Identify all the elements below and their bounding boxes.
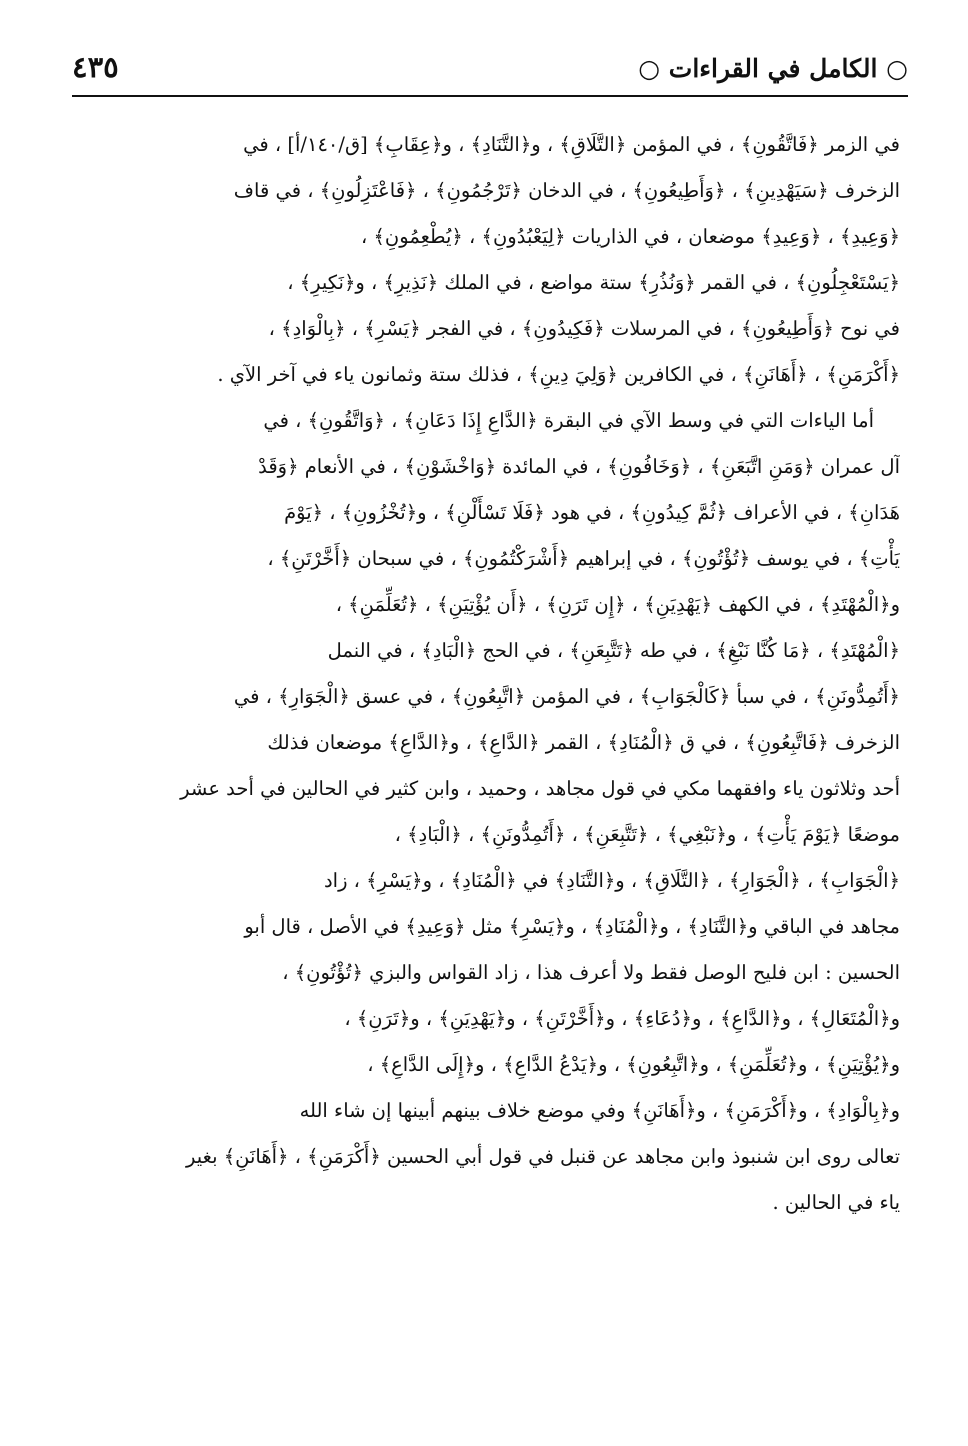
text-line: في نوح ﴿وَأَطِيعُونِ﴾ ، في المرسلات ﴿فَكِيدُونِ﴾ ، في الفجر ﴿يَسْرِ﴾ ، ﴿بِالْوَادِ﴾ ، <box>268 317 900 340</box>
page-number: ٤٣٥ <box>72 50 119 84</box>
text-line: الزخرف ﴿سَيَهْدِينِ﴾ ، ﴿وَأَطِيعُونِ﴾ ، في الدخان ﴿تَرْجُمُونِ﴾ ، ﴿فَاعْتَزِلُونِ﴾ ، في قاف <box>233 179 900 202</box>
text-line: ﴿وَعِيدِ﴾ ، ﴿وَعِيدِ﴾ موضعان ، في الذاريات ﴿لِيَعْبُدُونِ﴾ ، ﴿يُطْعِمُونِ﴾ ، <box>361 225 900 248</box>
text-line: أحد وثلاثون ياء وافقهما مكي في قول مجاهد ، وحميد ، وابن كثير في الحالين في أحد عشر <box>180 777 900 800</box>
text-line: موضعًا ﴿يَوْمَ يَأْتِ﴾ ، و﴿نَبْغِي﴾ ، ﴿تَتَّبِعَنِ﴾ ، ﴿أَتُمِدُّونَنِ﴾ ، ﴿الْبَادِ﴾ ، <box>394 823 900 846</box>
text-line: ﴿يَسْتَعْجِلُونِ﴾ ، في القمر ﴿وَنُذُرِ﴾ ستة مواضع ، في الملك ﴿نَذِيرِ﴾ ، و﴿نَكِيرِ﴾ ، <box>287 271 900 294</box>
text-line: الحسين : ابن فليح الوصل فقط ولا أعرف هذا ، زاد القواس والبزي ﴿تُؤْتُونِ﴾ ، <box>282 961 900 984</box>
text-line: و﴿بِالْوَادِ﴾ ، و﴿أَكْرَمَنِ﴾ ، و﴿أَهَانَنِ﴾ وفي موضع خلاف بينهم أبينها إن شاء الله <box>299 1099 900 1122</box>
text-line: و﴿الْمُتَعَالِ﴾ ، و﴿الدَّاعِ﴾ ، و﴿دُعَاءِ﴾ ، و﴿أَخَّرْتَنِ﴾ ، و﴿يَهْدِيَنِ﴾ ، و﴿تَرَنِ﴾ ، <box>344 1007 900 1030</box>
text-line: ياء في الحالين . <box>772 1191 900 1214</box>
text-line: يَأْتِ﴾ ، في يوسف ﴿تُؤْتُونِ﴾ ، في إبراهيم ﴿أَشْرَكْتُمُونِ﴾ ، في سبحان ﴿أَخَّرْتَنِ﴾ ، <box>267 547 900 570</box>
text-line: ﴿أَتُمِدُّونَنِ﴾ ، في سبأ ﴿كَالْجَوَابِ﴾ ، في المؤمن ﴿اتَّبِعُونِ﴾ ، في عسق ﴿الْجَوَارِ﴾ ، في <box>233 685 900 708</box>
text-line: تعالى روى ابن شنبوذ وابن مجاهد عن قنبل في قول أبي الحسين ﴿أَكْرَمَنِ﴾ ، ﴿أَهَانَنِ﴾ بغير <box>186 1145 900 1168</box>
text-line: و﴿الْمُهْتَدِ﴾ ، في الكهف ﴿يَهْدِيَنِ﴾ ، ﴿إِن تَرَنِ﴾ ، ﴿أَن يُؤْتِيَنِ﴾ ، ﴿تُعَلِّمَنِ﴾ ، <box>335 593 900 616</box>
page-header <box>72 46 908 94</box>
text-line: هَدَانِ﴾ ، في الأعراف ﴿ثُمَّ كِيدُونِ﴾ ، في هود ﴿فَلَا تَسْأَلْنِ﴾ ، و﴿تُخْزُونِ﴾ ، ﴿يَوْمَ <box>284 501 900 524</box>
text-line: و﴿يُؤْتِيَنِ﴾ ، و﴿تُعَلِّمَنِ﴾ ، و﴿اتَّبِعُونِ﴾ ، و﴿يَدْعُ الدَّاعِ﴾ ، و﴿إِلَى الدَّاعِ﴾ ، <box>367 1053 900 1076</box>
header-divider <box>72 95 908 97</box>
text-line: آل عمران ﴿وَمَنِ اتَّبَعَنِ﴾ ، ﴿وَخَافُونِ﴾ ، في المائدة ﴿وَاخْشَوْنِ﴾ ، في الأنعام ﴿وَقَدْ <box>258 455 900 478</box>
running-title: ○ الكامل في القراءات ○ <box>638 54 908 83</box>
text-line: مجاهد في الباقي و﴿التَّنَادِ﴾ ، و﴿الْمُنَادِ﴾ ، و﴿يَسْرِ﴾ مثل ﴿وَعِيدِ﴾ في الأصل ، قال أبو <box>244 915 900 938</box>
text-line: ﴿الْجَوَابِ﴾ ، ﴿الْجَوَارِ﴾ ، ﴿التَّلَاقِ﴾ ، و﴿التَّنَادِ﴾ في ﴿الْمُنَادِ﴾ ، و﴿يَسْرِ﴾ ، زاد <box>323 869 900 892</box>
text-line: ﴿الْمُهْتَدِ﴾ ، ﴿مَا كُنَّا نَبْغِ﴾ ، في طه ﴿تَتَّبِعَنِ﴾ ، في الحج ﴿الْبَادِ﴾ ، في النمل <box>327 639 900 662</box>
text-line: الزخرف ﴿فَاتَّبِعُونِ﴾ ، في ق ﴿الْمُنَادِ﴾ ، القمر ﴿الدَّاعِ﴾ ، و﴿الدَّاعِ﴾ موضعان فذلك <box>267 731 900 754</box>
paragraph-first-line: أما الياءات التي في وسط الآي في البقرة ﴿الدَّاعِ إِذَا دَعَانِ﴾ ، ﴿وَاتَّقُونِ﴾ ، في <box>263 409 874 432</box>
text-line: ﴿أَكْرَمَنِ﴾ ، ﴿أَهَانَنِ﴾ ، في الكافرين ﴿وَلِيَ دِينِ﴾ ، فذلك ستة وثمانون ياء في آخر الآي . <box>217 363 900 386</box>
text-line: في الزمر ﴿فَاتَّقُونِ﴾ ، في المؤمن ﴿التَّلَاقِ﴾ ، و﴿التَّنَادِ﴾ ، و﴿عِقَابِ﴾ [ق/١٤٠/أ] ، في <box>243 133 900 156</box>
